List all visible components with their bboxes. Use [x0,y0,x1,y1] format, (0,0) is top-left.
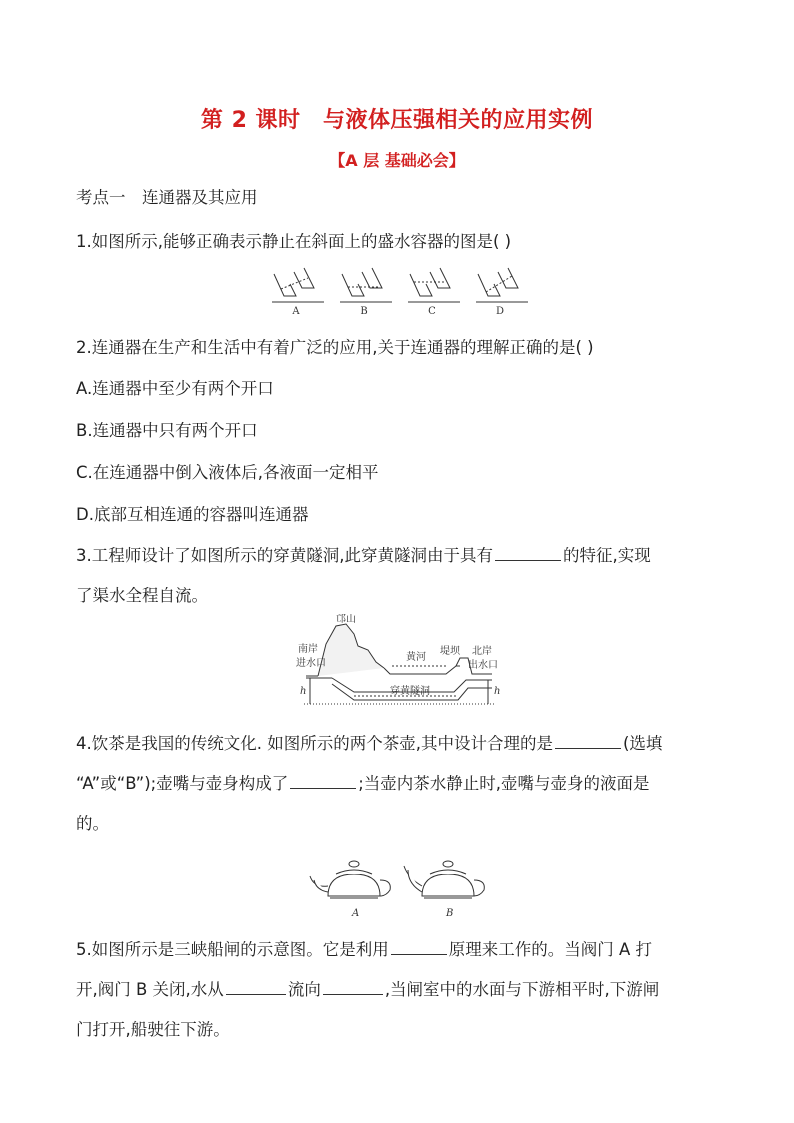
question-5-blank-2[interactable] [226,978,286,995]
question-2-option-d: D.底部互相连通的容器叫连通器 [76,505,309,524]
river-bed [384,666,460,674]
question-1-figure [268,262,530,318]
container-d [476,268,528,302]
question-3-stem-part2: 的特征,实现 [563,546,651,565]
label-inlet: 进水口 [296,658,326,669]
question-3-line-1 [76,544,651,568]
mountain-shape [318,624,384,676]
label-south-bank: 南岸 [298,644,318,655]
question-5-line-3: 门打开,船驶往下游。 [76,1020,230,1039]
teapot-a [310,861,390,898]
teapot-label-b: B [446,908,454,919]
question-5-line-2 [76,978,659,1002]
question-4-line-1 [76,732,662,756]
question-5-line2-b: 流向 [287,980,321,999]
question-4-blank-1[interactable] [555,732,621,749]
container-b [340,268,392,302]
page-title: 第 2 课时 与液体压强相关的应用实例 [200,108,594,133]
teapot-b [404,861,484,898]
label-h-right: h [494,686,501,697]
label-tunnel: 穿黄隧洞 [390,686,430,697]
section-heading: 考点一 连通器及其应用 [76,188,258,207]
question-4-line1-b: (选填 [622,734,663,753]
question-5-line-1 [76,938,652,962]
teapot-figure [306,852,490,922]
tunnel-figure [296,614,510,708]
question-5-blank-1[interactable] [391,938,447,955]
question-4-blank-2[interactable] [290,772,356,789]
question-3-line-2: 了渠水全程自流。 [76,586,208,605]
label-north-bank: 北岸 [472,646,492,657]
fig1-label-c: C [428,306,436,317]
question-4-line2-b: ;当壶内茶水静止时,壶嘴与壶身的液面是 [358,774,650,793]
question-2-option-c: C.在连通器中倒入液体后,各液面一定相平 [76,463,379,482]
question-2-option-a: A.连通器中至少有两个开口 [76,379,274,398]
container-c [408,268,460,302]
question-1-stem: 1.如图所示,能够正确表示静止在斜面上的盛水容器的图是( ) [76,232,512,251]
fig1-label-d: D [495,306,505,317]
question-2-option-b: B.连通器中只有两个开口 [76,421,258,440]
question-5-line2-a: 开,阀门 B 关闭,水从 [76,980,224,999]
level-subtitle: 【A 层 基础必会】 [329,151,465,170]
question-5-line1-b: 原理来工作的。当阀门 A 打 [448,940,653,959]
label-dam: 堤坝 [440,646,460,657]
question-4-line-2 [76,772,650,796]
teapot-label-a: A [352,908,360,919]
question-3-blank[interactable] [495,544,561,561]
question-4-line-3: 的。 [76,814,109,833]
label-river: 黄河 [406,652,426,663]
question-4-line1-a: 4.饮茶是我国的传统文化. 如图所示的两个茶壶,其中设计合理的是 [76,734,553,753]
question-5-blank-3[interactable] [323,978,383,995]
question-3-stem-part1: 3.工程师设计了如图所示的穿黄隧洞,此穿黄隧洞由于具有 [76,546,493,565]
container-a [272,268,324,302]
fig1-label-a: A [292,306,300,317]
question-5-line2-c: ,当闸室中的水面与下游相平时,下游闸 [384,980,660,999]
label-h-left: h [300,686,307,697]
fig1-label-b: B [360,306,368,317]
question-5-line1-a: 5.如图所示是三峡船闸的示意图。它是利用 [76,940,389,959]
label-mountain: 邙山 [336,614,356,625]
question-2-stem: 2.连通器在生产和生活中有着广泛的应用,关于连通器的理解正确的是( ) [76,338,594,357]
label-outlet: 出水口 [468,660,498,671]
question-4-line2-a: “A”或“B”);壶嘴与壶身构成了 [76,774,289,793]
